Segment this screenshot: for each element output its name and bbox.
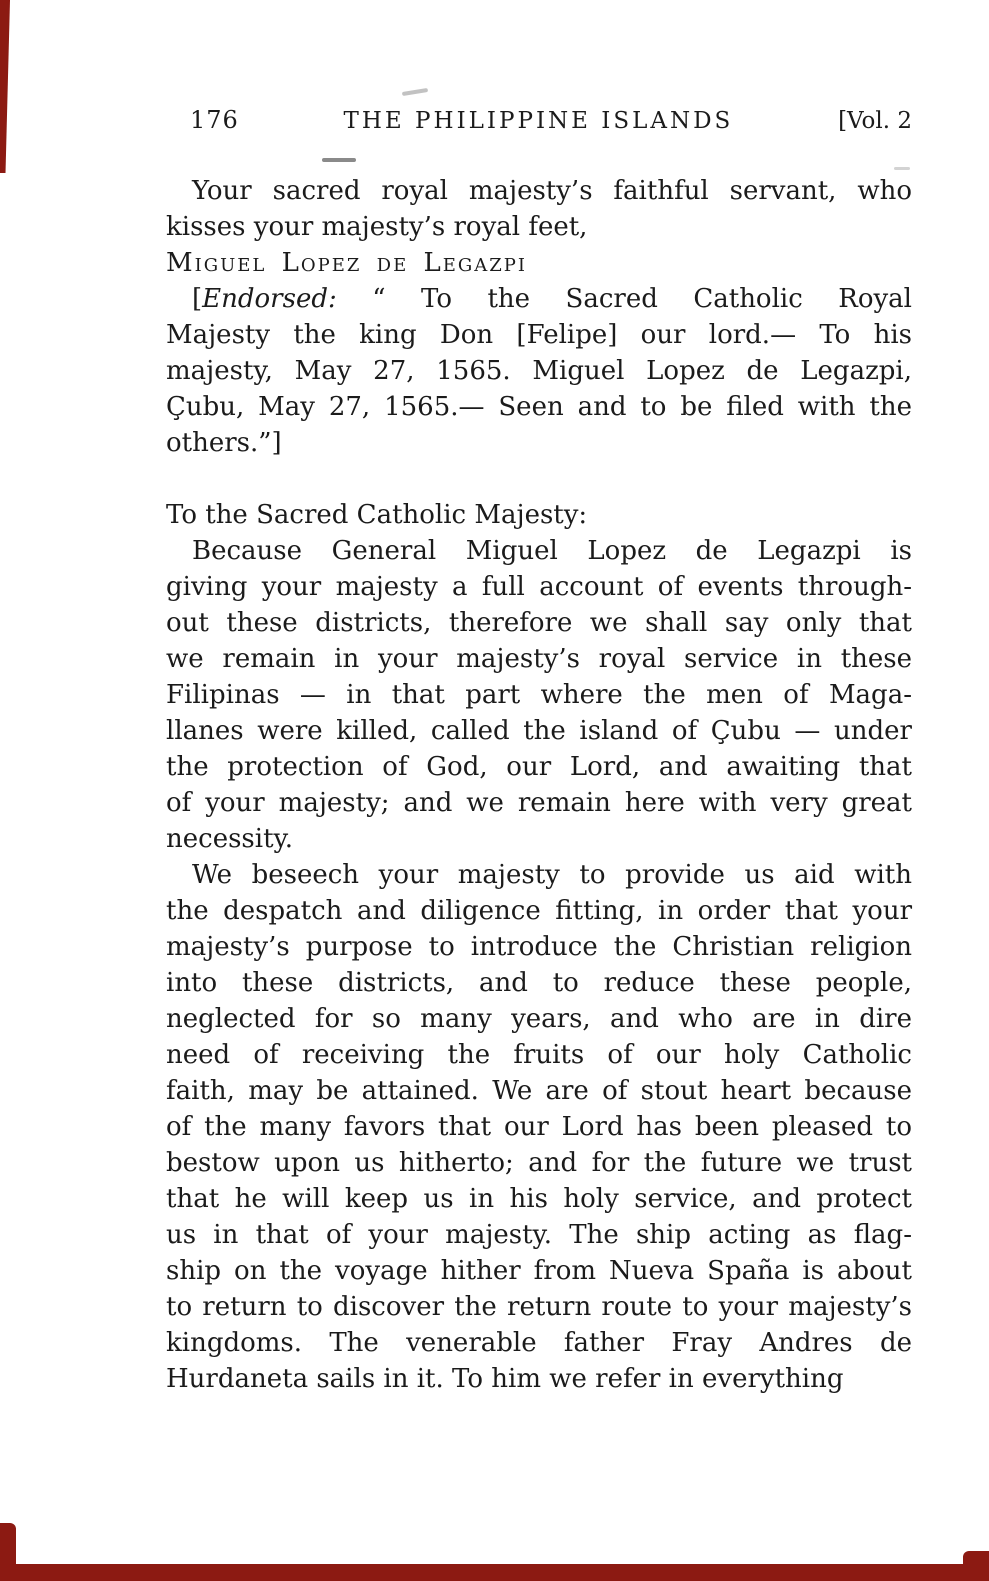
paragraph-2 [166, 857, 912, 1397]
text-line: that he will keep us in his holy service, and protect [166, 1184, 912, 1214]
text-line: the despatch and diligence fitting, in order that your [166, 896, 912, 926]
text-line: need of receiving the fruits of our holy Catholic [166, 1040, 912, 1070]
text-line: of the many favors that our Lord has been pleased to [166, 1112, 912, 1142]
signature-line: Miguel Lopez de Legazpi [166, 248, 528, 278]
text-line: of your majesty; and we remain here with very great [166, 788, 912, 818]
paragraph-closing [166, 173, 912, 245]
endorsed-bracket: [ [192, 284, 203, 314]
page-body [166, 173, 912, 1397]
text-line: neglected for so many years, and who are in dire [166, 1004, 912, 1034]
book-edge-bottom-left [0, 1523, 16, 1581]
text-line: Majesty the king Don [Felipe] our lord.— To his [166, 320, 912, 350]
book-edge-bottom [0, 1564, 989, 1581]
section-gap [166, 461, 912, 497]
text-line: to return to discover the return route to your majesty’s [166, 1292, 912, 1322]
text-line: others.”] [166, 428, 282, 458]
text-line: into these districts, and to reduce these people, [166, 968, 912, 998]
text-line: Your sacred royal majesty’s faithful servant, who [192, 176, 912, 206]
text-line: Çubu, May 27, 1565.— Seen and to be filed with the [166, 392, 912, 422]
volume-label: [Vol. 2 [838, 108, 912, 134]
text-line: ship on the voyage hither from Nueva Spaña is about [166, 1256, 912, 1286]
text-line: us in that of your majesty. The ship acting as flag- [166, 1220, 912, 1250]
text-line: out these districts, therefore we shall say only that [166, 608, 912, 638]
paragraph-1 [166, 533, 912, 857]
text-line: we remain in your majesty’s royal service in these [166, 644, 912, 674]
text-line: llanes were killed, called the island of Çubu — under [166, 716, 912, 746]
section-heading: To the Sacred Catholic Majesty: [166, 500, 588, 530]
text-line: majesty’s purpose to introduce the Christian religion [166, 932, 912, 962]
text-line: We beseech your majesty to provide us aid with [192, 860, 912, 890]
paragraph-endorsement [166, 281, 912, 461]
book-edge-left-top [0, 0, 10, 173]
text-line: Filipinas — in that part where the men of Maga- [166, 680, 912, 710]
text-line: Because General Miguel Lopez de Legazpi is [192, 536, 912, 566]
text-line: kisses your majesty’s royal feet, [166, 212, 588, 242]
running-title: THE PHILIPPINE ISLANDS [343, 108, 734, 134]
page-number: 176 [190, 106, 239, 134]
book-edge-bottom-right [963, 1551, 989, 1581]
endorsed-rest: “ To the Sacred Catholic Royal [336, 284, 912, 314]
running-header [166, 104, 912, 137]
endorsed-word: Endorsed: [202, 284, 337, 314]
text-line: giving your majesty a full account of events through- [166, 572, 912, 602]
text-line: Hurdaneta sails in it. To him we refer in everything [166, 1364, 844, 1394]
text-line: necessity. [166, 824, 294, 854]
page-content [166, 0, 912, 1397]
text-line: faith, may be attained. We are of stout heart because [166, 1076, 912, 1106]
text-line: kingdoms. The venerable father Fray Andres de [166, 1328, 912, 1358]
text-line: majesty, May 27, 1565. Miguel Lopez de Legazpi, [166, 356, 912, 386]
text-line: the protection of God, our Lord, and awaiting that [166, 752, 912, 782]
text-line [166, 281, 912, 317]
text-line: bestow upon us hitherto; and for the future we trust [166, 1148, 912, 1178]
